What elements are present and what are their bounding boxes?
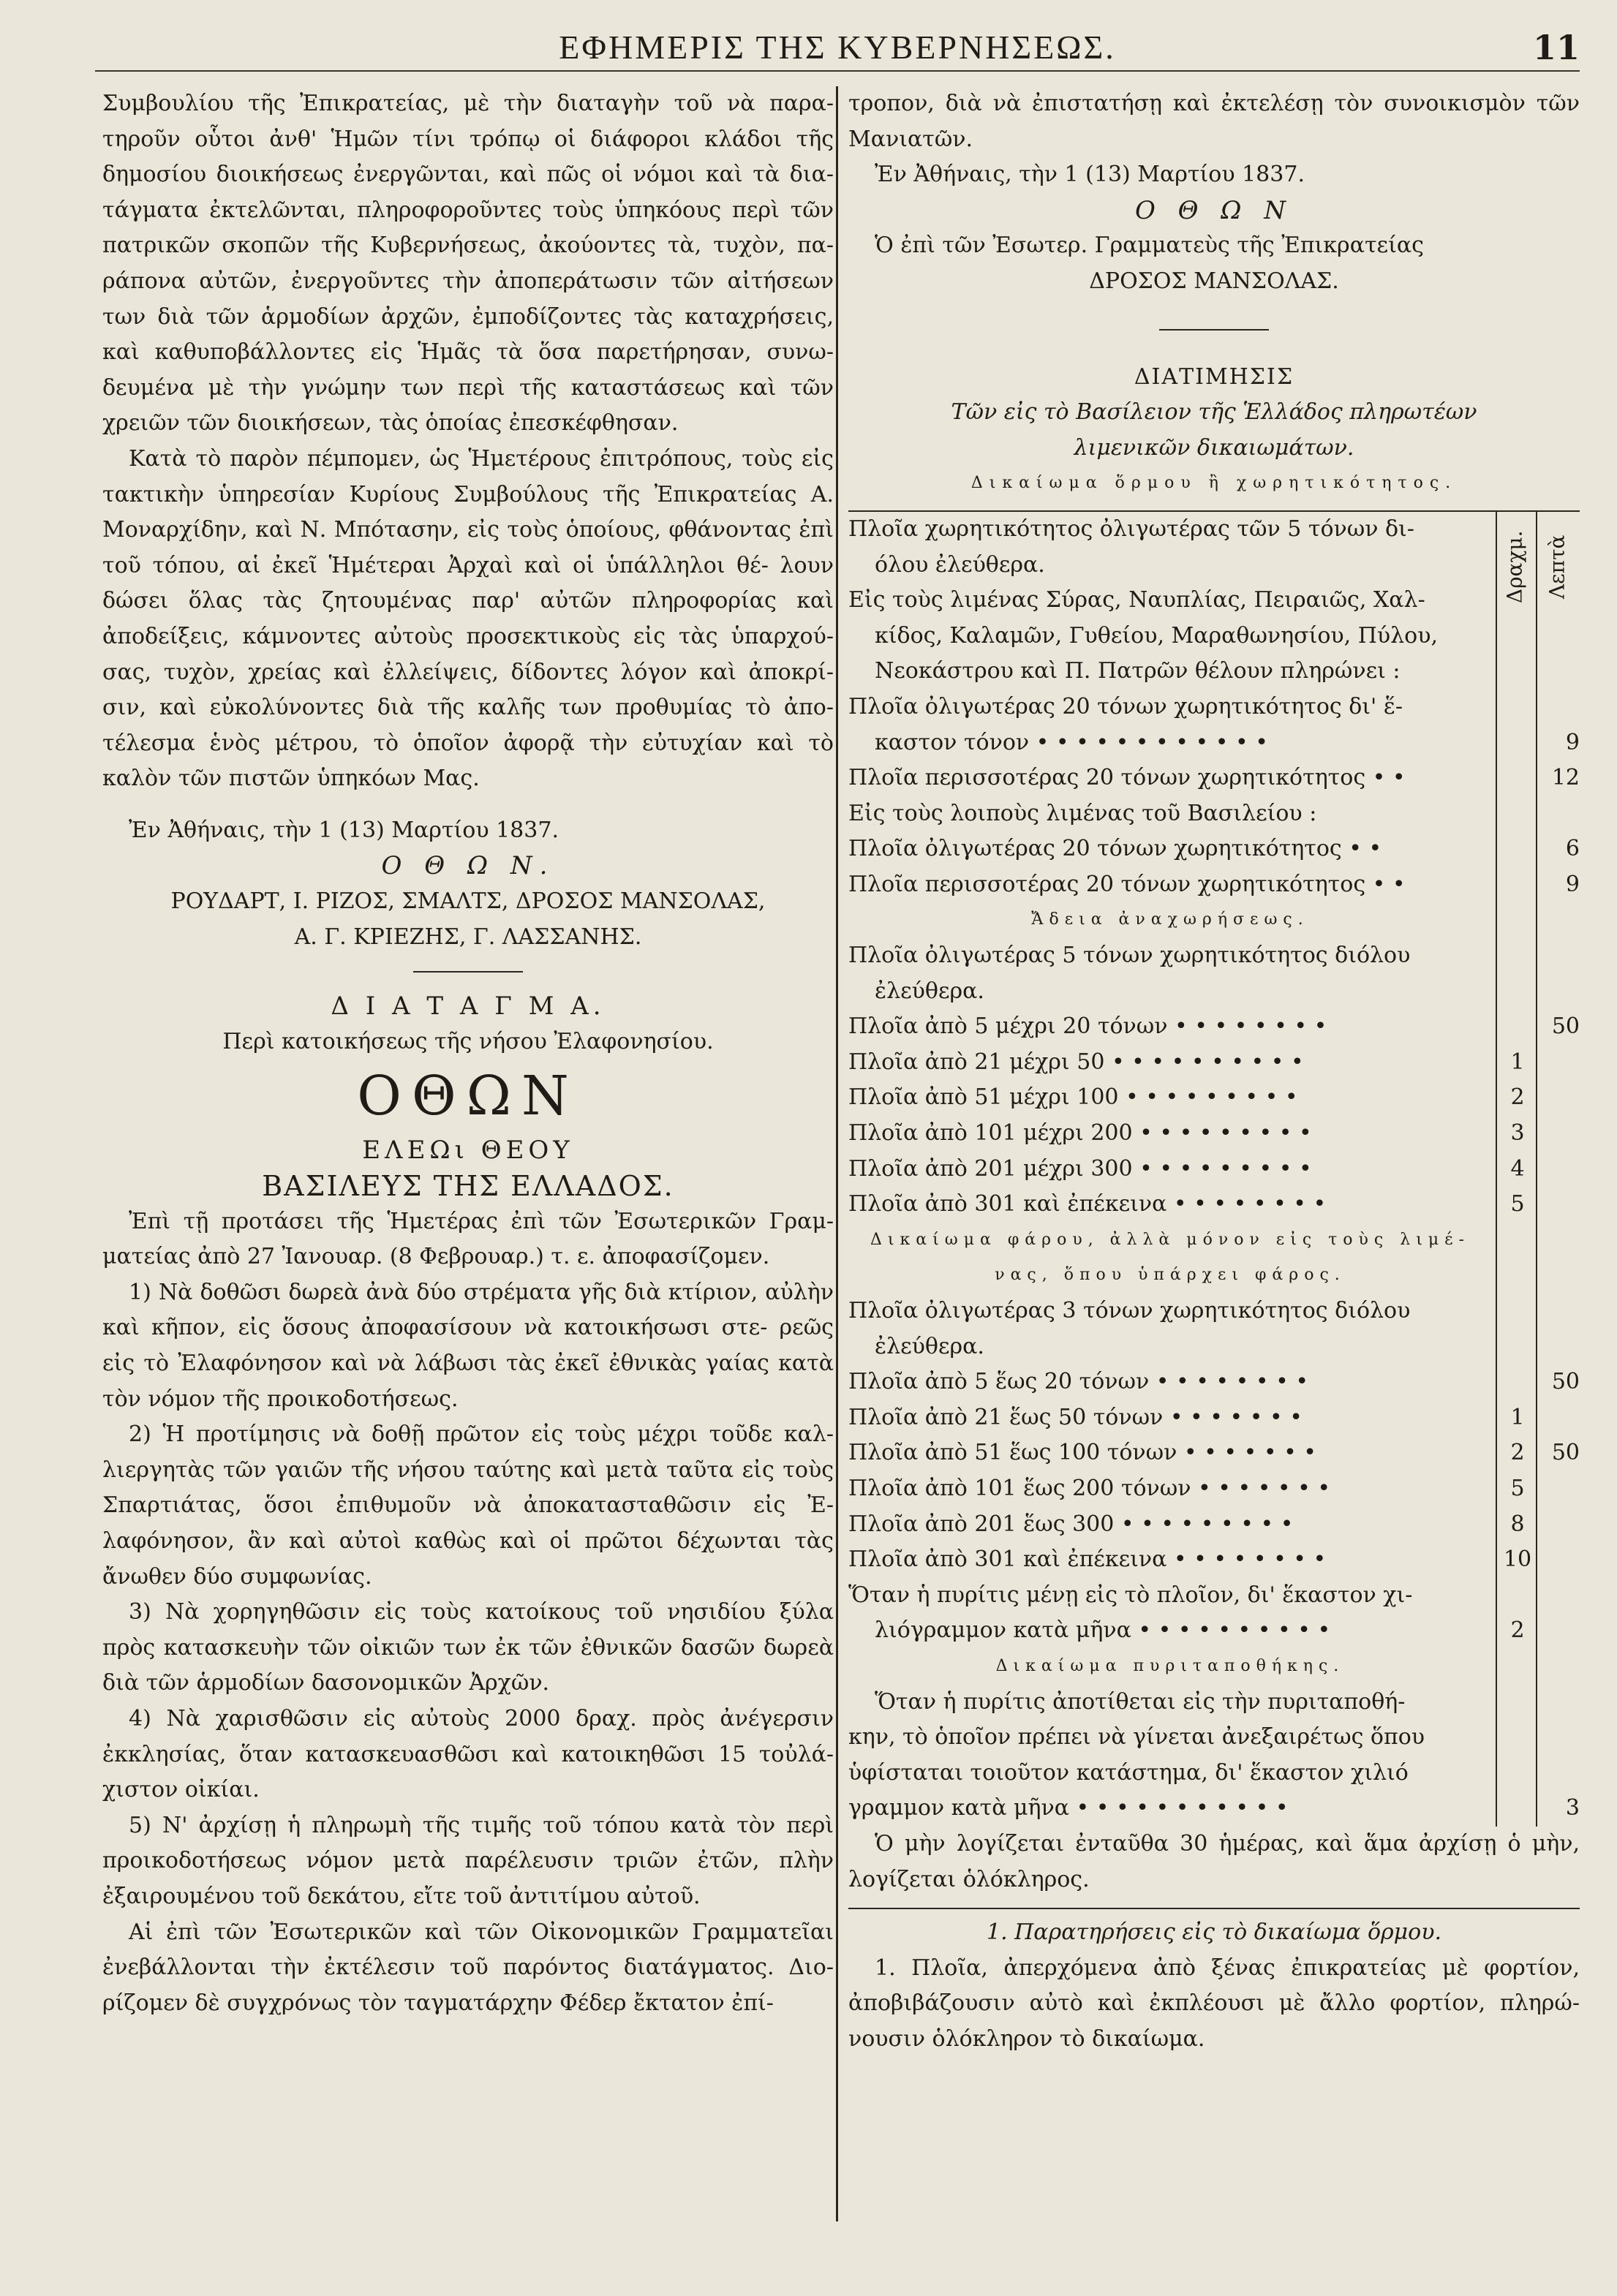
king-of-greece: ΒΑΣΙΛΕΥΣ ΤΗΣ ΕΛΛΑΔΟΣ. — [262, 1170, 674, 1203]
intro-paragraph: Συμβουλίου τῆς Ἐπικρατείας, μὲ τὴν διαταγὴν τοῦ νὰ παρα- τηροῦν οὗτοι ἀνθ' Ἡμῶν τίνι τρόπῳ οἱ διάφοροι κλάδοι τῆς δημοσίου διοικήσεως ἐνεργῶνται, καὶ πῶς οἱ νόμοι καὶ τὰ δια- τάγματα ἐκτελῶνται, πληροφοροῦντες τοὺς ὑπηκόους περὶ τῶν πατρικῶν σκοπῶν τῆς Κυβερνήσεως, ἀκούοντες τὰ, τυχὸν, πα- ράπονα αὐτῶν, ἐνεργοῦντες τὴν ἀποπεράτωσιν τῶν αἰτήσεων των διὰ τῶν ἁρμοδίων ἀρχῶν, ἐμποδίζοντες τὰς καταχρήσεις, καὶ καθυποβάλλοντες εἰς Ἡμᾶς τὰ ὅσα παρετήρησαν, συνω- δευμένα μὲ τὴν γνώμην των περὶ τῆς καταστάσεως καὶ τῶν χρειῶν τῶν διοικήσεων, τὰς ὁποίας ἐπεσκέφθησαν. — [102, 91, 834, 437]
tariff-table — [848, 512, 1580, 1827]
table-row: Πλοῖα ἀπὸ 51 ἕως 100 τόνων • • • • • • • 2 50 — [848, 1440, 1580, 1466]
decree-preamble: Ἐπὶ τῇ προτάσει τῆς Ἡμετέρας ἐπὶ τῶν Ἐσωτερικῶν Γραμ- ματείας ἀπὸ 27 Ἰανουαρ. (8 Φεβρουαρ.) τ. ε. ἀποφασίζομεν. — [102, 1208, 834, 1270]
decree-title: Δ Ι Α Τ Α Γ Μ Α. — [331, 992, 606, 1022]
table-row: Πλοῖα ὀλιγωτέρας 20 τόνων χωρητικότητος δι' ἕ- — [848, 693, 1403, 720]
table-row: Πλοῖα ὀλιγωτέρας 5 τόνων χωρητικότητος διόλου — [848, 943, 1411, 969]
newspaper-title: ΕΦΗΜΕΡΙΣ ΤΗΣ ΚΥΒΕΡΝΗΣΕΩΣ. — [559, 29, 1116, 66]
king-name-large: ΟΘΩΝ — [357, 1065, 579, 1128]
table-row: Πλοῖα ἀπὸ 201 ἕως 300 • • • • • • • • • 8 — [848, 1511, 1525, 1537]
table-row: Πλοῖα ἀπὸ 301 καὶ ἐπέκεινα • • • • • • • • 10 — [848, 1547, 1532, 1573]
table-row: Πλοῖα ἀπὸ 21 μέχρι 50 • • • • • • • • • • 1 — [848, 1049, 1525, 1075]
table-row: Πλοῖα ἀπὸ 301 καὶ ἐπέκεινα • • • • • • • • 5 — [848, 1191, 1525, 1217]
tariff-subtitle-1: Τῶν εἰς τὸ Βασίλειον τῆς Ἑλλάδος πληρωτέων — [951, 399, 1477, 426]
decree-subject: Περὶ κατοικήσεως τῆς νήσου Ἐλαφονησίου. — [222, 1028, 714, 1054]
observations-text: 1. Πλοῖα, ἀπερχόμενα ἀπὸ ξένας ἐπικρατείας μὲ φορτίον, ἀποβιβάζουσιν αὐτὸ καὶ ἐκπλέουσι μὲ ἄλλο φορτίον, πληρώ- νουσιν ὁλόκληρον τὸ δικαίωμα. — [848, 1955, 1580, 2052]
table-row: ἐλεύθερα. — [875, 1333, 984, 1359]
page-header — [95, 28, 1580, 72]
table-row: Ὅταν ἡ πυρίτις ἀποτίθεται εἰς τὴν πυριταποθή- — [875, 1688, 1406, 1715]
powder-heading: Δικαίωμα πυριταποθήκης. — [995, 1656, 1345, 1675]
table-row: κην, τὸ ὁποῖον πρέπει νὰ γίνεται ἀνεξαιρέτως ὅπου — [848, 1724, 1425, 1751]
commissioners-paragraph: Κατὰ τὸ παρὸν πέμπομεν, ὡς Ἡμετέρους ἐπιτρόπους, τοὺς εἰς τακτικὴν ὑπηρεσίαν Κυρίους Συμβούλους τῆς Ἐπικρατείας Α. Μοναρχίδην, καὶ Ν. Μπότασην, εἰς τοὺς ὁποίους, φθάνοντας ἐπὶ τοῦ τόπου, αἱ ἐκεῖ Ἡμέτεραι Ἀρχαὶ καὶ οἱ ὑπάλληλοι θέ- λουν δώσει ὅλας τὰς ζητουμένας παρ' αὐτῶν πληροφορίας καὶ ἀποδείξεις, κάμνοντες αὐτοὺς προσεκτικοὺς εἰς τὰς ὑπαρχού- σας, τυχὸν, χρείας καὶ ἐλλείψεις, δίδοντες λόγον καὶ ἀποκρί- σιν, καὶ εὐκολύνοντες διὰ τῆς καλῆς των προθυμίας τὸ ἀπο- τέλεσμα ἑνὸς μέτρου, τὸ ὁποῖον ἀφορᾷ τὴν εὐτυχίαν καὶ τὸ καλὸν τῶν πιστῶν ὑπηκόων Μας. — [102, 445, 834, 792]
article-4: 4) Νὰ χαρισθῶσιν εἰς αὐτοὺς 2000 δραχ. πρὸς ἀνέγερσιν ἐκκλησίας, ὅταν κατασκευασθῶσι καὶ κατοικηθῶσι 15 τοὐλά- χιστον οἰκίαι. — [102, 1705, 834, 1803]
signers-line-1: ΡΟΥΔΑΡΤ, Ι. ΡΙΖΟΣ, ΣΜΑΛΤΣ, ΔΡΟΣΟΣ ΜΑΝΣΟΛΑΣ, — [170, 888, 766, 915]
article-2: 2) Ἡ προτίμησις νὰ δοθῇ πρῶτον εἰς τοὺς μέχρι τοῦδε καλ- λιεργητὰς τῶν γαιῶν τῆς νήσου ταύτης καὶ μετὰ ταῦτα εἰς τοὺς Σπαρτιάτας, ὅσοι ἐπιθυμοῦν νὰ ἀποκατασταθῶσιν εἰς Ἐ- λαφόνησον, ἂν καὶ αὐτοὶ καθὼς καὶ οἱ πρῶτοι δέχωνται τὰς ἄνωθεν δύο συμφωνίας. — [102, 1421, 834, 1590]
header-rule — [95, 70, 1580, 72]
table-row: Πλοῖα περισσοτέρας 20 τόνων χωρητικότητος • • 9 — [848, 871, 1580, 897]
table-row: γραμμον κατὰ μῆνα • • • • • • • • • • • 3 — [848, 1795, 1580, 1821]
date-line-2: Ἐν Ἀθήναις, τὴν 1 (13) Μαρτίου 1837. — [875, 162, 1305, 188]
section-rule-2 — [1159, 329, 1269, 331]
signers-line-2: Α. Γ. ΚΡΙΕΖΗΣ, Γ. ΛΑΣΣΑΝΗΣ. — [294, 924, 642, 950]
tariff-subtitle-2: λιμενικῶν δικαιωμάτων. — [1074, 434, 1354, 461]
article-5: 5) Ν' ἀρχίσῃ ἡ πληρωμὴ τῆς τιμῆς τοῦ τόπου κατὰ τὸν περὶ προικοδοτήσεως νόμον μετὰ παρέλευσιν τριῶν ἐτῶν, πλὴν ἐξαιρουμένου τοῦ δεκάτου, εἴτε τοῦ ἀντιτίμου αὐτοῦ. — [102, 1812, 834, 1909]
lighthouse-heading-1: Δικαίωμα φάρου, ἀλλὰ μόνον εἰς τοὺς λιμέ- — [870, 1230, 1470, 1249]
header-drachmas: Δραχμ. — [1502, 530, 1527, 603]
tariff-intro — [848, 512, 1580, 690]
table-row: Πλοῖα ἀπὸ 5 μέχρι 20 τόνων • • • • • • • • 50 — [848, 1013, 1580, 1040]
observations-title: 1. Παρατηρήσεις εἰς τὸ δικαίωμα ὅρμου. — [986, 1919, 1442, 1946]
header-lepta: Λεπτὰ — [1545, 535, 1569, 599]
table-bottom-rule — [848, 1908, 1580, 1909]
date-line: Ἐν Ἀθήναις, τὴν 1 (13) Μαρτίου 1837. — [129, 817, 559, 843]
execution-paragraph: Αἱ ἐπὶ τῶν Ἐσωτερικῶν καὶ τῶν Οἰκονομικῶν Γραμματεῖαι ἐνεβάλλονται τὴν ἐκτέλεσιν τοῦ παρόντος διατάγματος. Διο- ρίζομεν δὲ συγχρόνως τὸν ταγματάρχην Φέδερ ἔκτατον ἐπί- — [102, 1919, 834, 2016]
table-row: Εἰς τοὺς λοιποὺς λιμένας τοῦ Βασιλείου : — [848, 800, 1317, 826]
by-grace-of-god: ΕΛΕΩι ΘΕΟΥ — [362, 1136, 574, 1166]
column-divider — [836, 86, 838, 2221]
article-1: 1) Νὰ δοθῶσι δωρεὰ ἀνὰ δύο στρέματα γῆς διὰ κτίριον, αὐλὴν καὶ κῆπον, εἰς ὅσους ἀποφασίσουν νὰ κατοικήσωσι στε- ρεῶς εἰς τὸ Ἐλαφόνησον καὶ νὰ λάβωσι τὰς ἐκεῖ ἐθνικὰς γαίας κατὰ τὸν νόμον τῆς προικοδοτήσεως. — [102, 1279, 834, 1412]
table-row: Πλοῖα ἀπὸ 5 ἕως 20 τόνων • • • • • • • • 50 — [848, 1369, 1580, 1395]
article-3: 3) Νὰ χορηγηθῶσιν εἰς τοὺς κατοίκους τοῦ νησιδίου ξύλα πρὸς κατασκευὴν τῶν οἰκιῶν των ἐκ τῶν ἐθνικῶν δασῶν δωρεὰ διὰ τῶν ἁρμοδίων δασονομικῶν Ἀρχῶν. — [102, 1599, 834, 1696]
table-row: Πλοῖα περισσοτέρας 20 τόνων χωρητικότητος • • 12 — [848, 765, 1580, 791]
table-row: ἐλεύθερα. — [875, 978, 984, 1004]
table-row: καστον τόνον • • • • • • • • • • • • 9 — [875, 729, 1580, 755]
continued-paragraph: τροπον, διὰ νὰ ἐπιστατήσῃ καὶ ἐκτελέσῃ τὸν συνοικισμὸν τῶν Μανιατῶν. — [848, 91, 1580, 152]
table-row: Πλοῖα ἀπὸ 101 ἕως 200 τόνων • • • • • • • 5 — [848, 1475, 1525, 1501]
table-row: Πλοῖα ἀπὸ 201 μέχρι 300 • • • • • • • • • 4 — [848, 1155, 1525, 1182]
table-row: λιόγραμμον κατὰ μῆνα • • • • • • • • • • 2 — [875, 1617, 1525, 1644]
table-row: Ὅταν ἡ πυρίτις μένῃ εἰς τὸ πλοῖον, δι' ἕκαστον χι- — [848, 1582, 1413, 1608]
month-note: Ὁ μὴν λογίζεται ἐνταῦθα 30 ἡμέρας, καὶ ἅμα ἀρχίσῃ ὁ μὴν, λογίζεται ὁλόκληρος. — [848, 1830, 1580, 1892]
page-number: 11 — [1532, 28, 1580, 67]
minister-name: ΔΡΟΣΟΣ ΜΑΝΣΟΛΑΣ. — [1089, 268, 1339, 294]
king-signature: Ο Θ Ω Ν. — [381, 851, 555, 881]
minister-title: Ὁ ἐπὶ τῶν Ἐσωτερ. Γραμματεὺς τῆς Ἐπικρατείας — [875, 233, 1424, 259]
table-row: ὑφίσταται τοιοῦτον κατάστημα, δι' ἕκαστον χιλιό — [848, 1759, 1409, 1786]
table-row: Πλοῖα ὀλιγωτέρας 3 τόνων χωρητικότητος διόλου — [848, 1298, 1411, 1323]
table-row: Πλοῖα ἀπὸ 101 μέχρι 200 • • • • • • • • • 3 — [848, 1120, 1525, 1147]
lighthouse-heading-2: νας, ὅπου ὑπάρχει φάρος. — [995, 1266, 1346, 1285]
section-rule — [413, 971, 523, 973]
king-signature-2: Ο Θ Ω Ν — [1134, 195, 1294, 225]
tariff-title: ΔΙΑΤΙΜΗΣΙΣ — [1134, 363, 1294, 390]
table-row: Πλοῖα ὀλιγωτέρας 20 τόνων χωρητικότητος • • 6 — [848, 836, 1580, 862]
table-row: Πλοῖα ἀπὸ 21 ἕως 50 τόνων • • • • • • • 1 — [848, 1404, 1525, 1430]
tariff-intro-text: Πλοῖα χωρητικότητος ὀλιγωτέρας τῶν 5 τόνων δι- όλου ἐλεύθερα. Εἰς τοὺς λιμένας Σύρας, Ναυπλίας, Πειραιῶς, Χαλ- κίδος, Καλαμῶν, Γυθείου, Μαραθωνησίου, Πύλου, Νεοκάστρου καὶ Π. Πατρῶν θέλουν πληρώνει : — [848, 516, 1438, 684]
anchorage-fee-heading: Δικαίωμα ὅρμου ἢ χωρητικότητος. — [970, 474, 1458, 493]
clearance-heading: Ἄδεια ἀναχωρήσεως. — [1031, 910, 1309, 929]
table-row: Πλοῖα ἀπὸ 51 μέχρι 100 • • • • • • • • • 2 — [848, 1084, 1525, 1111]
right-column — [848, 86, 1580, 2057]
left-column — [102, 86, 834, 2021]
